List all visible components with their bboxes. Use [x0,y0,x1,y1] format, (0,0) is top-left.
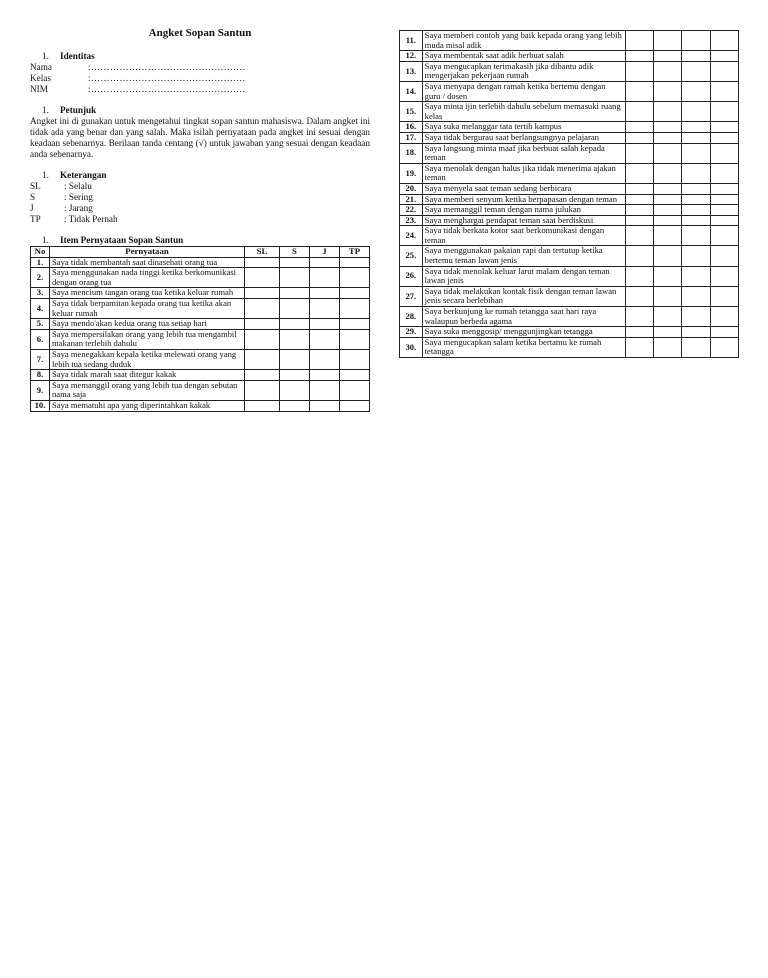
answer-cell-j[interactable] [682,183,710,194]
answer-cell-tp[interactable] [710,266,738,286]
answer-cell-j[interactable] [682,61,710,81]
table-body-left [31,257,370,411]
answer-cell-tp[interactable] [340,370,370,381]
answer-cell-sl[interactable] [625,61,653,81]
item-number: 2. [31,268,50,288]
answer-cell-j[interactable] [310,288,340,299]
answer-cell-j[interactable] [682,327,710,338]
item-number: 25. [400,246,423,266]
answer-cell-tp[interactable] [710,102,738,122]
answer-cell-s[interactable] [653,122,681,133]
answer-cell-j[interactable] [310,298,340,318]
answer-cell-sl[interactable] [625,286,653,306]
right-column [399,30,739,358]
answer-cell-sl[interactable] [625,132,653,143]
answer-cell-tp[interactable] [340,329,370,349]
item-statement: Saya memanggil teman dengan nama julukan [422,205,625,216]
answer-cell-j[interactable] [310,329,340,349]
field-nama-value[interactable]: :…………………………………………. [88,62,246,72]
answer-cell-tp[interactable] [710,286,738,306]
item-number: 18. [400,143,423,163]
answer-cell-s[interactable] [280,329,310,349]
answer-cell-j[interactable] [682,246,710,266]
item-statement: Saya tidak berpamitan kepada orang tua ketika akan keluar rumah [50,298,245,318]
answer-cell-j[interactable] [682,163,710,183]
table-row [31,298,370,318]
item-section-heading-text: Item Pernyataan Sopan Santun [60,235,184,245]
answer-cell-s[interactable] [280,298,310,318]
keterangan-desc: : Tidak Pernah [64,214,118,224]
item-number: 20. [400,183,423,194]
answer-cell-tp[interactable] [340,298,370,318]
table-body-right [400,31,739,358]
item-statement: Saya menyapa dengan ramah ketika bertemu dengan guru / dosen [422,81,625,101]
item-statement: Saya menggunakan pakaian rapi dan tertutup ketika bertemu teman lawan jenis [422,246,625,266]
item-statement: Saya mendo'akan kedua orang tua setiap hari [50,319,245,330]
table-row [400,215,739,226]
answer-cell-s[interactable] [653,183,681,194]
item-statement: Saya mempersilakan orang yang lebih tua mengambil makanan terlebih dahulu [50,329,245,349]
item-number: 19. [400,163,423,183]
answer-cell-tp[interactable] [710,215,738,226]
item-statement: Saya mengucapkan salam ketika bertamu ke rumah tetangga [422,337,625,357]
table-row [400,51,739,62]
table-row [400,246,739,266]
keterangan-desc: : Jarang [64,203,93,213]
answer-cell-s[interactable] [653,337,681,357]
table-row [400,327,739,338]
col-tp-header: TP [340,247,370,258]
item-statement: Saya menolak dengan halus jika tidak menerima ajakan teman [422,163,625,183]
answer-cell-s[interactable] [653,143,681,163]
field-kelas-value[interactable]: :…………………………………………. [88,73,246,83]
document-title: Angket Sopan Santun [148,27,252,39]
answer-cell-sl[interactable] [625,194,653,205]
questionnaire-table-left [30,246,370,412]
answer-cell-j[interactable] [682,31,710,51]
answer-cell-s[interactable] [653,163,681,183]
item-number: 7. [31,349,50,369]
answer-cell-sl[interactable] [625,51,653,62]
item-statement: Saya membentak saat adik berbuat salah [422,51,625,62]
answer-cell-j[interactable] [310,400,340,411]
answer-cell-tp[interactable] [710,163,738,183]
item-statement: Saya memberi senyum ketika berpapasan dengan teman [422,194,625,205]
item-number: 16. [400,122,423,133]
answer-cell-s[interactable] [653,286,681,306]
col-s-header: S [280,247,310,258]
answer-cell-tp[interactable] [710,143,738,163]
answer-cell-tp[interactable] [710,183,738,194]
item-number: 30. [400,337,423,357]
table-row [400,81,739,101]
petunjuk-heading-text: Petunjuk [60,105,97,115]
answer-cell-j[interactable] [682,337,710,357]
answer-cell-j[interactable] [682,132,710,143]
table-row [400,337,739,357]
answer-cell-sl[interactable] [625,183,653,194]
answer-cell-tp[interactable] [710,246,738,266]
answer-cell-tp[interactable] [710,337,738,357]
table-row [400,122,739,133]
answer-cell-tp[interactable] [710,81,738,101]
answer-cell-s[interactable] [653,266,681,286]
item-statement: Saya menyela saat teman sedang berbicara [422,183,625,194]
item-number: 8. [31,370,50,381]
answer-cell-tp[interactable] [710,51,738,62]
table-row [31,400,370,411]
item-number: 13. [400,61,423,81]
table-row [400,266,739,286]
answer-cell-j[interactable] [682,51,710,62]
table-row [31,329,370,349]
table-row [400,163,739,183]
answer-cell-s[interactable] [653,102,681,122]
answer-cell-sl[interactable] [625,337,653,357]
answer-cell-tp[interactable] [340,319,370,330]
item-statement: Saya tidak membantah saat dinasehati orang tua [50,257,245,268]
answer-cell-sl[interactable] [245,400,280,411]
keterangan-item [30,203,370,214]
table-row [400,102,739,122]
keterangan-code: SL [30,181,41,191]
item-number: 24. [400,226,423,246]
item-number: 9. [31,380,50,400]
table-row [31,319,370,330]
field-kelas [30,73,370,84]
identitas-fields [30,62,370,95]
item-number: 26. [400,266,423,286]
table-row [31,349,370,369]
table-row [400,31,739,51]
item-number: 12. [400,51,423,62]
answer-cell-sl[interactable] [245,298,280,318]
petunjuk-heading [42,105,370,116]
answer-cell-sl[interactable] [625,163,653,183]
petunjuk-text: Angket ini di gunakan untuk mengetahui tingkat sopan santun mahasiswa. Dalam angket ini tidak ada yang benar dan yang salah. Maka isilah pernyataan pada angket ini sesuai dengan keadaan sebenarnya. Berilaan tanda centang (√) untuk jawaban yang sesuai dengan keadaan anda sebenarnya. [30,116,370,159]
keterangan-code: S [30,192,36,202]
answer-cell-s[interactable] [653,307,681,327]
answer-cell-tp[interactable] [340,288,370,299]
keterangan-heading-text: Keterangan [60,170,107,180]
keterangan-number: 1. [42,170,49,180]
answer-cell-s[interactable] [653,51,681,62]
table-row [400,143,739,163]
keterangan-item [30,181,370,192]
item-number: 6. [31,329,50,349]
answer-cell-s[interactable] [280,380,310,400]
answer-cell-tp[interactable] [340,400,370,411]
answer-cell-sl[interactable] [625,143,653,163]
col-j-header: J [310,247,340,258]
answer-cell-s[interactable] [280,268,310,288]
answer-cell-tp[interactable] [340,349,370,369]
answer-cell-s[interactable] [653,132,681,143]
answer-cell-tp[interactable] [710,307,738,327]
identitas-heading [42,51,370,62]
answer-cell-sl[interactable] [625,205,653,216]
item-number: 23. [400,215,423,226]
table-row [400,205,739,216]
item-statement: Saya menegakkan kepala ketika melewati orang yang lebih tua sedang duduk [50,349,245,369]
answer-cell-tp[interactable] [710,205,738,216]
item-statement: Saya tidak marah saat ditegur kakak [50,370,245,381]
answer-cell-s[interactable] [280,349,310,369]
field-nama [30,62,370,73]
answer-cell-tp[interactable] [340,268,370,288]
keterangan-item [30,214,370,225]
answer-cell-j[interactable] [310,370,340,381]
item-statement: Saya mencium tangan orang tua ketika keluar rumah [50,288,245,299]
answer-cell-tp[interactable] [340,257,370,268]
answer-cell-tp[interactable] [710,122,738,133]
item-number: 10. [31,400,50,411]
answer-cell-s[interactable] [653,327,681,338]
keterangan-code: J [30,203,34,213]
identitas-heading-text: Identitas [60,51,95,61]
table-row [31,288,370,299]
answer-cell-sl[interactable] [625,31,653,51]
table-row [31,268,370,288]
answer-cell-sl[interactable] [625,215,653,226]
item-statement: Saya tidak menolak keluar larut malam dengan teman lawan jenis [422,266,625,286]
answer-cell-s[interactable] [653,205,681,216]
answer-cell-j[interactable] [682,226,710,246]
item-number: 14. [400,81,423,101]
col-no-header: No [31,247,50,258]
answer-cell-s[interactable] [653,81,681,101]
item-section-number: 1. [42,235,49,245]
keterangan-desc: : Sering [64,192,93,202]
answer-cell-sl[interactable] [625,327,653,338]
field-nim-label: NIM [30,84,48,94]
answer-cell-sl[interactable] [245,349,280,369]
item-statement: Saya suka menggosip/ menggunjingkan tetangga [422,327,625,338]
item-statement: Saya memanggil orang yang lebih tua dengan sebutan nama saja [50,380,245,400]
item-number: 5. [31,319,50,330]
answer-cell-tp[interactable] [710,327,738,338]
answer-cell-tp[interactable] [340,380,370,400]
answer-cell-tp[interactable] [710,132,738,143]
answer-cell-j[interactable] [310,319,340,330]
questionnaire-table-right [399,30,739,358]
col-statement-header: Pernyataan [50,247,245,258]
answer-cell-sl[interactable] [625,246,653,266]
item-number: 17. [400,132,423,143]
answer-cell-s[interactable] [280,288,310,299]
item-statement: Saya langsung minta maaf jika berbuat salah kepada teman [422,143,625,163]
table-header-row [31,247,370,258]
item-number: 29. [400,327,423,338]
table-row [400,132,739,143]
keterangan-code: TP [30,214,41,224]
table-row [400,226,739,246]
col-sl-header: SL [245,247,280,258]
item-number: 15. [400,102,423,122]
keterangan-heading [42,170,370,181]
identitas-number: 1. [42,51,49,61]
table-row [31,257,370,268]
item-section-heading [42,235,370,246]
answer-cell-j[interactable] [310,349,340,369]
item-number: 21. [400,194,423,205]
answer-cell-j[interactable] [310,380,340,400]
keterangan-desc: : Selalu [64,181,92,191]
answer-cell-s[interactable] [653,226,681,246]
answer-cell-sl[interactable] [625,122,653,133]
answer-cell-j[interactable] [682,215,710,226]
item-statement: Saya mengucapkan terimakasih jika dibantu adik mengerjakan pekerjaan rumah [422,61,625,81]
answer-cell-sl[interactable] [245,329,280,349]
item-statement: Saya tidak melakukan kontak fisik dengan teman lawan jenis secara berlebihan [422,286,625,306]
item-statement: Saya menggunakan nada tinggi ketika berkomunikasi dengan orang tua [50,268,245,288]
answer-cell-tp[interactable] [710,226,738,246]
item-number: 27. [400,286,423,306]
table-row [400,61,739,81]
item-statement: Saya mematuhi apa yang diperintahkan kakak [50,400,245,411]
answer-cell-j[interactable] [310,257,340,268]
answer-cell-s[interactable] [280,370,310,381]
answer-cell-s[interactable] [280,257,310,268]
item-statement: Saya tidak berkata kotor saat berkomunikasi dengan teman [422,226,625,246]
keterangan-list [30,181,370,225]
answer-cell-sl[interactable] [245,268,280,288]
answer-cell-sl[interactable] [245,370,280,381]
item-statement: Saya menghargai pendapat teman saat berdiskusi [422,215,625,226]
petunjuk-number: 1. [42,105,49,115]
answer-cell-tp[interactable] [710,61,738,81]
answer-cell-sl[interactable] [245,288,280,299]
field-kelas-label: Kelas [30,73,51,83]
field-nama-label: Nama [30,62,52,72]
field-nim-value[interactable]: :…………………………………………. [88,84,246,94]
item-statement: Saya suka melanggar tata tertib kampus [422,122,625,133]
left-column [30,28,370,412]
answer-cell-sl[interactable] [625,226,653,246]
answer-cell-sl[interactable] [245,319,280,330]
item-statement: Saya berkunjung ke rumah tetangga saat hari raya walaupun berbeda agama [422,307,625,327]
item-number: 1. [31,257,50,268]
answer-cell-j[interactable] [682,102,710,122]
answer-cell-j[interactable] [682,81,710,101]
answer-cell-j[interactable] [682,194,710,205]
answer-cell-s[interactable] [280,319,310,330]
answer-cell-s[interactable] [653,215,681,226]
answer-cell-sl[interactable] [245,257,280,268]
item-statement: Saya tidak bergurau saat berlangsungnya pelajaran [422,132,625,143]
answer-cell-s[interactable] [653,246,681,266]
item-statement: Saya minta ijin terlebih dahulu sebelum memasuki ruang kelas [422,102,625,122]
answer-cell-tp[interactable] [710,194,738,205]
item-number: 22. [400,205,423,216]
answer-cell-s[interactable] [653,31,681,51]
answer-cell-j[interactable] [682,266,710,286]
item-number: 3. [31,288,50,299]
answer-cell-j[interactable] [682,205,710,216]
answer-cell-sl[interactable] [245,380,280,400]
table-row [400,307,739,327]
answer-cell-sl[interactable] [625,307,653,327]
answer-cell-j[interactable] [682,286,710,306]
answer-cell-sl[interactable] [625,102,653,122]
item-number: 28. [400,307,423,327]
answer-cell-tp[interactable] [710,31,738,51]
answer-cell-s[interactable] [653,194,681,205]
table-row [400,183,739,194]
answer-cell-s[interactable] [280,400,310,411]
answer-cell-j[interactable] [682,143,710,163]
table-row [400,194,739,205]
table-row [400,286,739,306]
answer-cell-j[interactable] [682,122,710,133]
answer-cell-j[interactable] [310,268,340,288]
keterangan-item [30,192,370,203]
answer-cell-sl[interactable] [625,266,653,286]
item-statement: Saya memberi contoh yang baik kepada orang yang lebih muda misal adik [422,31,625,51]
answer-cell-sl[interactable] [625,81,653,101]
answer-cell-s[interactable] [653,61,681,81]
answer-cell-j[interactable] [682,307,710,327]
item-number: 11. [400,31,423,51]
field-nim [30,84,370,95]
table-row [31,380,370,400]
item-number: 4. [31,298,50,318]
table-row [31,370,370,381]
